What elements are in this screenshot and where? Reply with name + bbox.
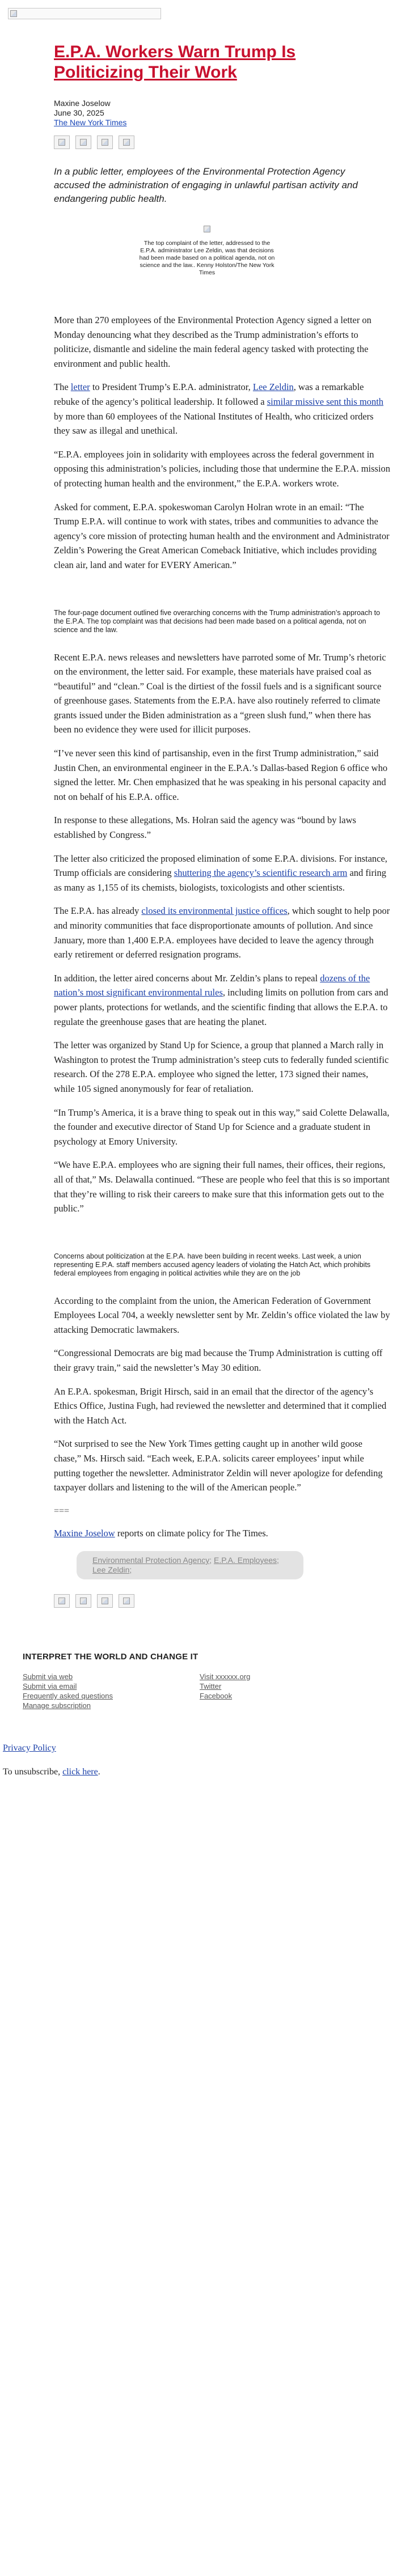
footer-links: [23, 1672, 397, 1710]
publication-link[interactable]: The New York Times: [54, 118, 127, 127]
lee-zeldin-link[interactable]: Lee Zeldin: [252, 382, 294, 393]
paragraph: The letter to President Trump’s E.P.A. administrator, Lee Zeldin, was a remarkable rebuke of the agency’s political leadership. It followed a similar missive sent this month by more than 60 employees of the National Institutes of Health, who criticized orders they saw as illegal and unethical.: [54, 382, 384, 437]
unsubscribe-row: To unsubscribe, click here.: [3, 1767, 100, 1777]
tags-box: Environmental Protection Agency; E.P.A. Employees; Lee Zeldin;: [77, 1551, 303, 1579]
share-button-2[interactable]: [75, 1594, 91, 1608]
share-row: [54, 135, 360, 149]
share-icon: [102, 1598, 108, 1604]
share-icon: [58, 1598, 65, 1604]
paragraph: “E.P.A. employees join in solidarity with employees across the federal government in opposing this administration’s policies, including those that undermine the E.P.A. mission of protecting human health and the environment,” the E.P.A. workers wrote.: [54, 448, 391, 489]
paragraph: More than 270 employees of the Environmental Protection Agency signed a letter on Monday denouncing what they described as the Trump administration’s efforts to politicize, dismantle and sideline the main federal agency tasked with protecting the environment and public health.: [54, 315, 371, 369]
environmental-rules-link[interactable]: dozens of the nation’s most significant environmental rules: [54, 972, 370, 998]
privacy-policy-link[interactable]: Privacy Policy: [3, 1743, 56, 1753]
submit-web-link[interactable]: Submit via web: [23, 1672, 73, 1681]
lead-image-icon: [204, 226, 210, 232]
image-slot: [54, 1225, 391, 1252]
byline-author: Maxine Joselow: [54, 99, 111, 108]
section-divider: ===: [54, 1506, 70, 1516]
image-placeholder-icon: [10, 10, 17, 17]
manage-subscription-link[interactable]: Manage subscription: [23, 1701, 91, 1710]
image-caption: Concerns about politicization at the E.P.A. have been building in recent weeks. Last week, a union representing E.P.A. staff members accused agency leaders of violating the Hatch Act, which prohibits federal employees from engaging in political activities while they are on the job: [54, 1252, 371, 1277]
similar-missive-link[interactable]: similar missive sent this month: [267, 396, 384, 407]
author-note: Maxine Joselow reports on climate policy for The Times.: [54, 1528, 268, 1539]
byline: [54, 99, 360, 128]
paragraph: “I’ve never seen this kind of partisanship, even in the first Trump administration,” said Justin Chen, an environmental engineer in the E.P.A.’s Dallas-based Region 6 office who signed the letter. Mr. Chen emphasized that he was speaking in his personal capacity and not on behalf of his E.P.A. office.: [54, 748, 388, 802]
share-row-bottom: [54, 1594, 391, 1608]
share-button-1[interactable]: [54, 1594, 70, 1608]
share-icon: [80, 139, 87, 146]
share-button-1[interactable]: [54, 135, 70, 149]
share-icon: [123, 1598, 130, 1604]
research-arm-link[interactable]: shuttering the agency’s scientific research arm: [174, 867, 348, 879]
unsubscribe-link[interactable]: click here: [62, 1767, 98, 1777]
headline[interactable]: E.P.A. Workers Warn Trump Is Politicizing Their Work: [54, 43, 296, 82]
paragraph: Recent E.P.A. news releases and newsletters have parroted some of Mr. Trump’s rhetoric on the environment, the letter said. For example, these materials have praised coal as “beautiful” and “clean.” Coal is the dirtiest of the fossil fuels and is a significant source of greenhouse gases. Statements from the E.P.A. have also routinely referred to climate grants issued under the Biden administration as a “green slush fund,” when there has been no evidence they were used for illicit purposes.: [54, 651, 386, 735]
visit-site-link[interactable]: Visit xxxxxx.org: [200, 1672, 251, 1681]
privacy-row: [3, 1742, 397, 1755]
paragraph: The letter was organized by Stand Up for Science, a group that planned a March rally in Washington to protest the Trump administration’s steep cuts to federally funded scientific research. Of the 278 E.P.A. employee who signed the letter, 173 signed their names, while 105 signed anonymously for fear of retaliation.: [54, 1040, 389, 1094]
faq-link[interactable]: Frequently asked questions: [23, 1692, 113, 1700]
paragraph: “Congressional Democrats are big mad because the Trump Administration is cutting off their gravy train,” said the newsletter’s May 30 edition.: [54, 1348, 383, 1374]
footer: [23, 1652, 397, 1710]
paragraph: According to the complaint from the union, the American Federation of Government Employees Local 704, a weekly newsletter sent by Mr. Zeldin’s office violated the law by attacking Democratic lawmakers.: [54, 1295, 390, 1335]
byline-date: June 30, 2025: [54, 108, 104, 117]
paragraph: “Not surprised to see the New York Times getting caught up in another wild goose chase,” Ms. Hirsch said. “Each week, E.P.A. solicits career employees’ input while putting together the newsletter. Administrator Zeldin will never apologize for defending taxpayer dollars and listening to the will of the American people.”: [54, 1438, 383, 1493]
lead-figure: [54, 225, 360, 277]
submit-email-link[interactable]: Submit via email: [23, 1682, 77, 1690]
paragraph: In addition, the letter aired concerns about Mr. Zeldin’s plans to repeal dozens of the nation’s most significant environmental rules, including limits on pollution from cars and power plants, protections for wetlands, and the scientific finding that allows the E.P.A. to regulate the greenhouse gases that are heating the planet.: [54, 972, 388, 1027]
paragraph: An E.P.A. spokesman, Brigit Hirsch, said in an email that the director of the agency’s Ethics Office, Justina Fugh, had reviewed the newsletter and determined that it complied with the Hatch Act.: [54, 1386, 387, 1426]
facebook-link[interactable]: Facebook: [200, 1692, 233, 1700]
share-button-3[interactable]: [97, 1594, 113, 1608]
share-icon: [102, 139, 108, 146]
paragraph: The E.P.A. has already closed its environmental justice offices, which sought to help poor and minority communities that face disproportionate amounts of pollution. And since January, more than 1,400 E.P.A. employees have decided to leave the agency through early retirement or deferred resignation programs.: [54, 905, 390, 960]
lead-image-caption: The top complaint of the letter, addressed to the E.P.A. administrator Lee Zeldin, was that decisions had been made based on a political agenda, not on science and the law.. Kenny Holston/The New York Times: [139, 240, 275, 276]
share-button-3[interactable]: [97, 135, 113, 149]
share-button-4[interactable]: [119, 1594, 134, 1608]
article-header: [54, 42, 360, 277]
author-link[interactable]: Maxine Joselow: [54, 1528, 115, 1539]
share-icon: [58, 139, 65, 146]
newsletter-logo: [8, 8, 161, 19]
article-body: [54, 313, 391, 1608]
image-caption: The four-page document outlined five overarching concerns with the Trump administration’s approach to the E.P.A. The top complaint was that decisions had been made based on a political agenda, not on science and the law.: [54, 608, 381, 634]
image-slot: [54, 582, 391, 609]
footer-col-left: [23, 1672, 200, 1710]
share-button-2[interactable]: [75, 135, 91, 149]
paragraph: “We have E.P.A. employees who are signing their full names, their offices, their regions, all of that,” Ms. Delawalla continued. “These are people who feel that this is so important that they’re willing to risk their careers to make sure that this information gets out to the public.”: [54, 1159, 390, 1214]
article-summary: In a public letter, employees of the Environmental Protection Agency accused the administration of engaging in unlawful partisan activity and endangering public health.: [54, 166, 358, 204]
tag-lee-zeldin[interactable]: Lee Zeldin: [92, 1565, 130, 1574]
share-icon: [80, 1598, 87, 1604]
letter-link[interactable]: letter: [70, 382, 90, 393]
paragraph: The letter also criticized the proposed elimination of some E.P.A. divisions. For instance, Trump officials are considering shuttering the agency’s scientific research arm and firing as many as 1,155 of its chemists, biologists, toxicologists and other scientists.: [54, 853, 387, 893]
footer-title: INTERPRET THE WORLD AND CHANGE IT: [23, 1652, 198, 1662]
paragraph: In response to these allegations, Ms. Holran said the agency was “bound by laws established by Congress.”: [54, 815, 356, 841]
environmental-justice-link[interactable]: closed its environmental justice offices: [141, 905, 288, 917]
paragraph: Asked for comment, E.P.A. spokeswoman Carolyn Holran wrote in an email: “The Trump E.P.A. will continue to work with states, tribes and communities to advance the agency’s core mission of protecting human health and the environment and Administrator Zeldin’s Powering the Great American Comeback Initiative, which includes providing clean air, land and water for EVERY American.”: [54, 501, 390, 570]
paragraph: “In Trump’s America, it is a brave thing to speak out in this way,” said Colette Delawalla, the founder and executive director of Stand Up for Science and a graduate student in psychology at Emory University.: [54, 1107, 390, 1147]
share-icon: [123, 139, 130, 146]
footer-col-right: [200, 1672, 377, 1710]
tag-epa-employees[interactable]: E.P.A. Employees: [214, 1556, 277, 1565]
tag-epa[interactable]: Environmental Protection Agency: [92, 1556, 210, 1565]
twitter-link[interactable]: Twitter: [200, 1682, 222, 1690]
share-button-4[interactable]: [119, 135, 134, 149]
